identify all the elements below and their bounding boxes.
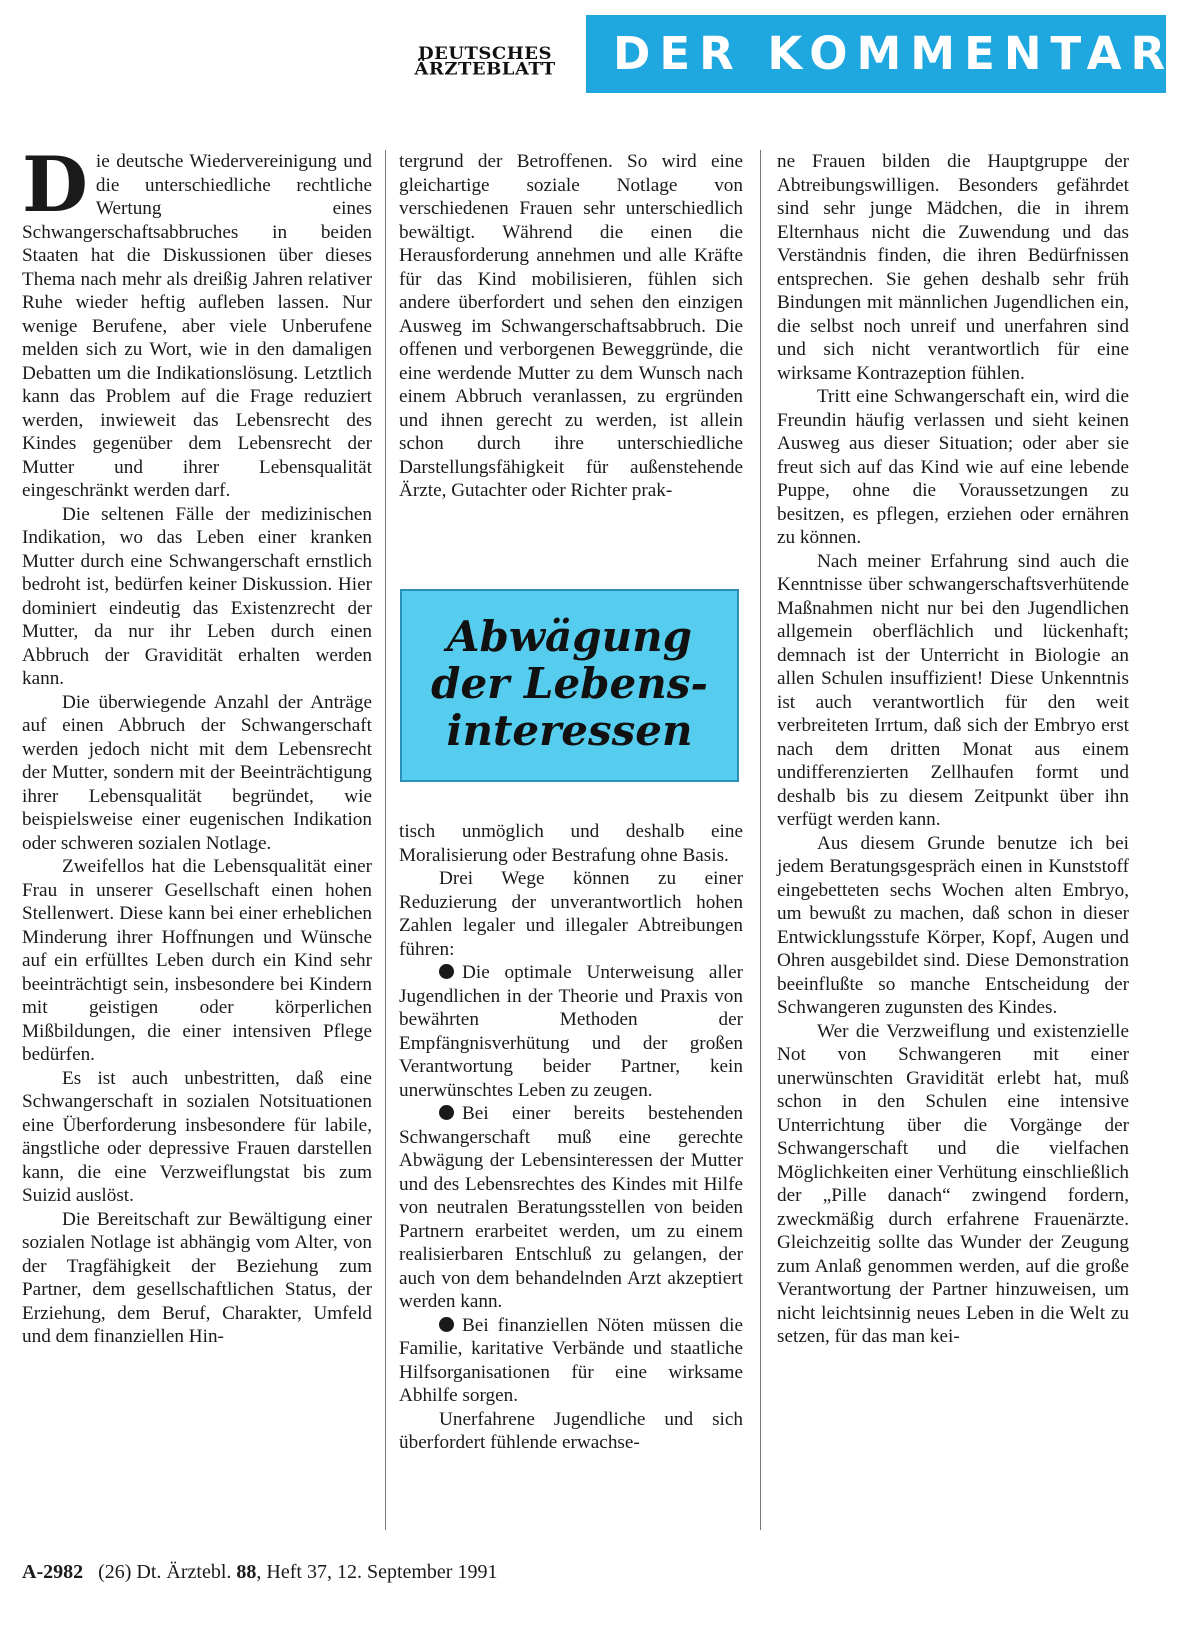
paragraph: Die deutsche Wiedervereinigung und die unterschiedliche rechtliche Wertung eines Schwangerschaftsabbruches in beiden Staaten hat die Diskussionen über dieses Thema nach mehr als dreißig Jahren relativer Ruhe wieder heftig aufleben lassen. Nur wenige Berufene, aber viele Unberufene melden sich zu Wort, wie in den damaligen Debatten um die Indikationslösung. Letztlich kann das Problem auf die Frage reduziert werden, inwieweit das Lebensrecht des Kindes gegenüber dem Lebensrecht der Mutter und ihrer Lebensqualität eingeschränkt werden darf. <box>22 140 372 501</box>
paragraph: Nach meiner Erfahrung sind auch die Kenntnisse über schwangerschaftsverhütende Maßnahmen nicht nur bei den Jugendlichen allgemein oberflächlich und lückenhaft; demnach ist der Unterricht in Biologie an allen Schulen insuffizient! Diese Unkenntnis ist auch verantwortlich für den weit verbreiteten Irrtum, daß sich der Embryo erst nach dem dritten Monat aus einem undifferenzierten Zellhaufen formt und deshalb bis zu diesem Zeitpunkt über ihn verfügt werden kann. <box>777 550 1129 830</box>
paragraph: tisch unmöglich und deshalb eine Moralisierung oder Bestrafung ohne Basis. <box>399 821 743 866</box>
bullet-item: Die optimale Unterweisung aller Jugendlichen in der Theorie und Praxis von bewährten Methoden der Empfängnisverhütung und der großen Verantwortung beider Partner, kein unerwünschtes Leben zu zeugen. <box>399 962 743 1101</box>
logo-line-1: DEUTSCHES <box>418 43 552 64</box>
logo-line-2: ÄRZTEBLATT <box>414 59 556 80</box>
paragraph: Tritt eine Schwangerschaft ein, wird die Freundin häufig verlassen und sieht keinen Ausweg aus dieser Situation; oder aber sie freut sich auf das Kind wie auf eine lebende Puppe, ohne die Voraussetzungen zu besitzen, es pflegen, erziehen oder ernähren zu können. <box>777 386 1129 548</box>
headline-line-2: der Lebens- <box>431 659 708 708</box>
bullet-item: Bei finanziellen Nöten müssen die Familie, karitative Verbände und staatliche Hilfsorganisationen für eine wirksame Abhilfe sorgen. <box>399 1314 743 1406</box>
paragraph: Die überwiegende Anzahl der Anträge auf einen Abbruch der Schwangerschaft werden jedoch nicht mit dem Lebensrecht der Mutter, sondern mit der Beeinträchtigung ihrer Lebensqualität begründet, wie beispielsweise einer eugenischen Indikation oder schweren sozialen Notlage. <box>22 691 372 854</box>
page-code: A-2982 <box>22 1561 84 1583</box>
article-column-3 <box>777 150 1129 1349</box>
paragraph: ne Frauen bilden die Hauptgruppe der Abtreibungswilligen. Besonders gefährdet sind sehr junge Mädchen, die in ihrem Elternhaus nicht die Zuwendung und das Verständnis finden, die ihren Bedürfnissen entsprechen. Sie gehen deshalb sehr früh Bindungen mit männlichen Jugendlichen ein, die selbst noch unreif und unerfahren sind und sich nicht verantwortlich für eine wirksame Kontrazeption fühlen. <box>777 151 1129 384</box>
paragraph: Zweifellos hat die Lebensqualität einer Frau in unserer Gesellschaft einen hohen Stellenwert. Diese kann bei einer erheblichen Minderung ihrer Hoffnungen und Wünsche auf ein erfülltes Leben durch ein Kind sehr beeinträchtigt sein, insbesondere bei Kindern mit geistigen oder körperlichen Mißbildungen, die einer intensiven Pflege bedürfen. <box>22 856 372 1065</box>
article-column-2-bottom <box>399 820 743 1455</box>
paragraph: Es ist auch unbestritten, daß eine Schwangerschaft in sozialen Notsituationen eine Überforderung insbesondere für labile, ängstliche oder depressive Frauen darstellen kann, die eine Verzweiflungstat bis zum Suizid auslöst. <box>22 1067 372 1206</box>
column-rule-right <box>760 150 761 1530</box>
column-rule-left <box>385 150 386 1530</box>
volume-number: 88 <box>236 1561 257 1583</box>
dropcap: D <box>22 140 88 229</box>
bullet-item: Bei einer bereits bestehenden Schwangerschaft muß eine gerechte Abwägung der Lebensinteressen der Mutter und des Lebensrechtes des Kindes mit Hilfe von neutralen Beratungsstellen von beiden Partnern erarbeitet werden, um zu einem realisierbaren Entschluß zu gelangen, der auch von dem behandelnden Arzt akzeptiert werden kann. <box>399 1103 743 1312</box>
article-column-1 <box>22 140 372 1349</box>
article-column-2-top <box>399 150 743 503</box>
page-footer <box>22 1561 497 1584</box>
citation-prefix: (26) Dt. Ärztebl. <box>98 1561 232 1583</box>
paragraph: tergrund der Betroffenen. So wird eine gleichartige soziale Notlage von verschiedenen Frauen sehr unterschiedlich bewältigt. Während die einen die Herausforderung annehmen und alle Kräfte für das Kind mobilisieren, fühlen sich andere überfordert und sehen den einzigen Ausweg im Schwangerschaftsabbruch. Die offenen und verborgenen Beweggründe, die eine werdende Mutter zu dem Wunsch nach einem Abbruch veranlassen, zu ergründen und ihnen gerecht zu werden, ist allein schon durch ihre unterschiedliche Darstellungsfähigkeit für außenstehende Ärzte, Gutachter oder Richter prak- <box>399 151 743 501</box>
headline-box <box>400 589 739 782</box>
bullet-icon <box>439 964 454 979</box>
bullet-icon <box>439 1105 454 1120</box>
headline <box>402 613 737 754</box>
paragraph: Die seltenen Fälle der medizinischen Indikation, wo das Leben einer kranken Mutter durch eine Schwangerschaft ernstlich bedroht ist, bedürfen keiner Diskussion. Hier dominiert eindeutig das Existenzrecht der Mutter, da nur ihr Leben durch einen Abbruch der Gravidität erhalten werden kann. <box>22 503 372 689</box>
bullet-icon <box>439 1317 454 1332</box>
masthead-logo <box>405 43 565 80</box>
paragraph: Unerfahrene Jugendliche und sich überfordert fühlende erwachse- <box>399 1408 743 1453</box>
paragraph: Aus diesem Grunde benutze ich bei jedem Beratungsgespräch einen in Kunststoff eingebetteten sechs Wochen alten Embryo, um bewußt zu machen, daß schon in dieser Entwicklungsstufe Körper, Kopf, Augen und Ohren ausgebildet sind. Diese Demonstration beeinflußte so manche Entscheidung der Schwangeren zugunsten des Kindes. <box>777 832 1129 1018</box>
citation-suffix: , Heft 37, 12. September 1991 <box>256 1561 498 1583</box>
section-title: DER KOMMENTAR <box>613 27 1175 80</box>
headline-line-3: interessen <box>446 706 693 755</box>
paragraph: Die Bereitschaft zur Bewältigung einer sozialen Notlage ist abhängig vom Alter, von der Tragfähigkeit der Beziehung zum Partner, dem gesellschaftlichen Status, der Erziehung, dem Beruf, Charakter, Umfeld und dem finanziellen Hin- <box>22 1208 372 1347</box>
headline-line-1: Abwägung <box>446 612 693 661</box>
paragraph: Wer die Verzweiflung und existenzielle Not von Schwangeren mit einer unerwünschten Gravidität erlebt hat, muß schon in den Schulen eine intensive Unterrichtung über die Vorgänge der Schwangerschaft und die vielfachen Möglichkeiten einer Verhütung einschließlich der „Pille danach“ zwingend fordern, zweckmäßig durch erfahrene Frauenärzte. Gleichzeitig sollte das Wunder der Zeugung zum Anlaß genommen werden, auf die große Verantwortung der Partner hinzuweisen, um nicht leichtsinnig neues Leben in die Welt zu setzen, für das man kei- <box>777 1020 1129 1347</box>
paragraph: Drei Wege können zu einer Reduzierung der unverantwortlich hohen Zahlen legaler und illegaler Abtreibungen führen: <box>399 868 743 960</box>
